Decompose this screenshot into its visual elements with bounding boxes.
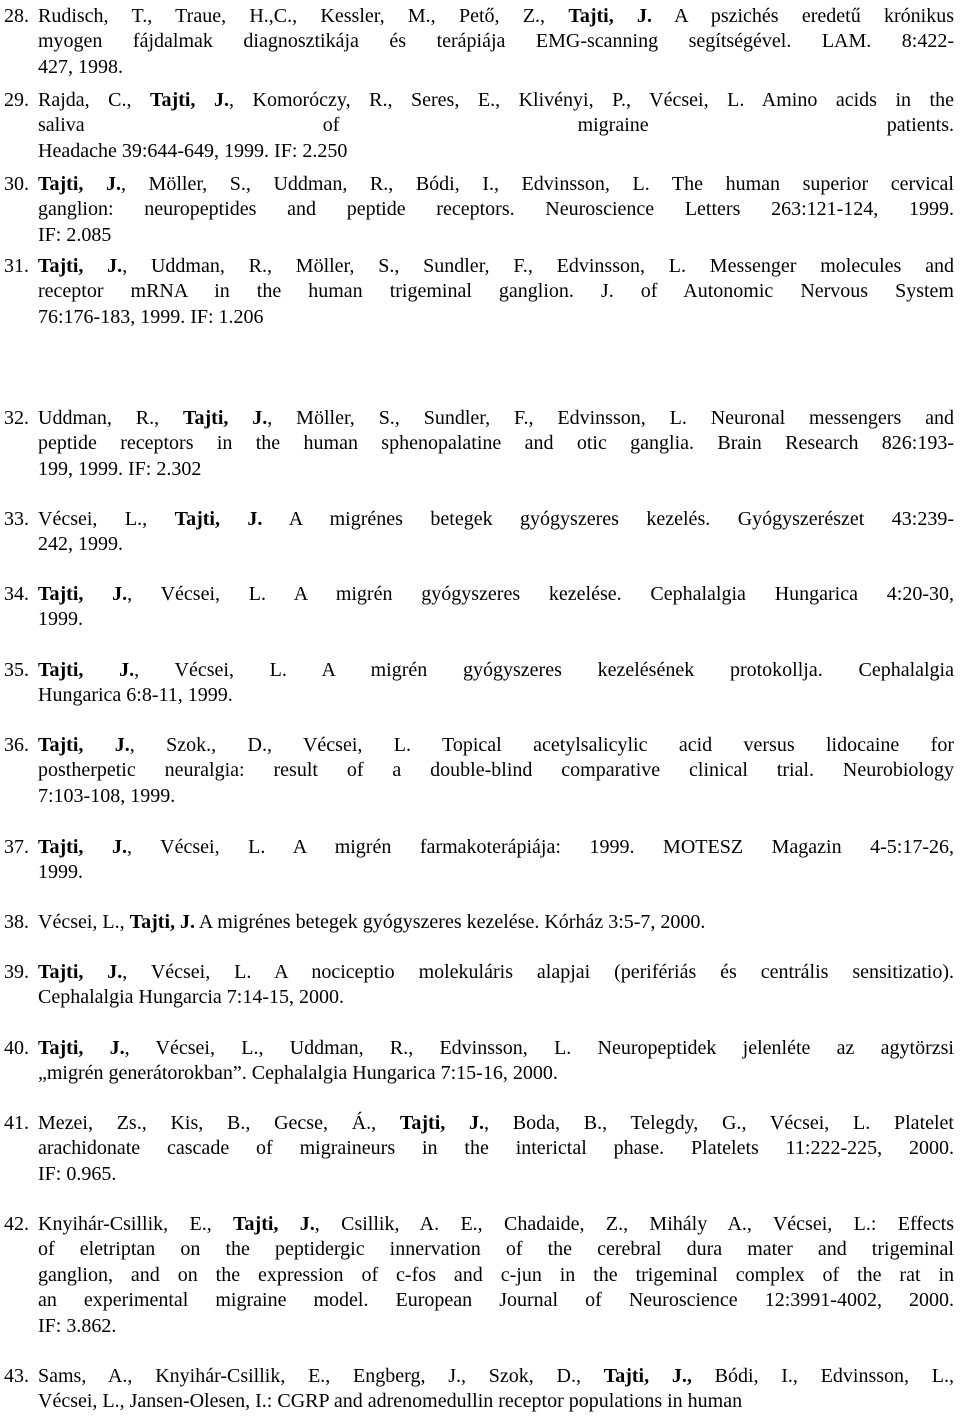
reference-text xyxy=(38,172,954,248)
reference-item xyxy=(4,172,954,248)
reference-line xyxy=(38,1389,954,1414)
reference-text-segment: A migrénes betegek gyógyszeres kezelés. Gyógyszerészet 43:239- xyxy=(262,508,954,530)
author-highlight: Tajti, J. xyxy=(129,911,196,933)
reference-text-segment: arachidonate cascade of migraineurs in the interictal phase. Platelets 11:222-225, 2000. xyxy=(38,1137,954,1160)
reference-line xyxy=(38,279,954,304)
reference-line xyxy=(38,197,954,222)
reference-number: 33. xyxy=(4,508,29,530)
reference-text xyxy=(38,835,954,886)
reference-item xyxy=(4,582,954,633)
reference-line xyxy=(38,582,954,607)
reference-text xyxy=(38,582,954,633)
reference-text-segment: , Vécsei, L. A migrén gyógyszeres kezelése. Cephalalgia Hungarica 4:20-30, xyxy=(127,583,954,605)
reference-text-segment: 1999. xyxy=(38,608,83,631)
reference-line xyxy=(38,1212,954,1237)
reference-text xyxy=(38,4,954,80)
reference-line xyxy=(38,658,954,683)
reference-line xyxy=(38,113,954,138)
reference-line xyxy=(38,532,954,557)
reference-line xyxy=(38,431,954,456)
reference-text xyxy=(38,254,954,330)
reference-line xyxy=(38,758,954,783)
reference-text-segment: Sams, A., Knyihár-Csillik, E., Engberg, J., Szok, D., xyxy=(38,1365,604,1387)
reference-number: 34. xyxy=(4,583,29,605)
reference-line xyxy=(38,1314,954,1339)
reference-text-segment: , Csillik, A. E., Chadaide, Z., Mihály A., Vécsei, L.: Effects xyxy=(314,1213,954,1235)
reference-line xyxy=(38,406,954,431)
reference-text-segment: , Boda, B., Telegdy, G., Vécsei, L. Platelet xyxy=(484,1112,954,1134)
reference-line xyxy=(38,1364,954,1389)
reference-text-segment: Vécsei, L., xyxy=(38,911,130,933)
reference-line xyxy=(38,1061,954,1086)
reference-line xyxy=(38,607,954,632)
reference-text xyxy=(38,1364,954,1415)
reference-text-segment: , Uddman, R., Möller, S., Sundler, F., Edvinsson, L. Messenger molecules and xyxy=(122,255,954,277)
reference-text-segment: Mezei, Zs., Kis, B., Gecse, Á., xyxy=(38,1112,400,1134)
reference-text-segment: 7:103-108, 1999. xyxy=(38,784,176,807)
reference-line xyxy=(38,1263,954,1288)
author-highlight: Tajti, J. xyxy=(150,89,229,111)
reference-line xyxy=(38,860,954,885)
reference-text-segment: Headache 39:644-649, 1999. IF: 2.250 xyxy=(38,139,348,162)
reference-text-segment: A pszichés eredetű krónikus xyxy=(652,5,954,27)
reference-number: 39. xyxy=(4,961,29,983)
reference-text xyxy=(38,910,954,935)
reference-text-segment: , Komoróczy, R., Seres, E., Klivényi, P., Vécsei, L. Amino acids in the xyxy=(228,89,954,111)
reference-text-segment: IF: 2.085 xyxy=(38,223,112,246)
reference-number: 43. xyxy=(4,1365,29,1387)
reference-item xyxy=(4,960,954,1011)
reference-text-segment: IF: 0.965. xyxy=(38,1162,117,1185)
reference-text-segment: 427, 1998. xyxy=(38,55,123,78)
reference-text-segment: Cephalalgia Hungarcia 7:14-15, 2000. xyxy=(38,986,345,1009)
author-highlight: Tajti, J. xyxy=(183,407,268,429)
reference-line xyxy=(38,683,954,708)
reference-text-segment: myogen fájdalmak diagnosztikája és terápiája EMG-scanning segítségével. LAM. 8:422- xyxy=(38,30,954,53)
reference-text-segment: Uddman, R., xyxy=(38,407,183,429)
reference-line xyxy=(38,1162,954,1187)
reference-number: 32. xyxy=(4,407,29,429)
reference-text xyxy=(38,1036,954,1087)
reference-number: 36. xyxy=(4,734,29,756)
reference-line xyxy=(38,305,954,330)
reference-line xyxy=(38,960,954,985)
reference-text-segment: postherpetic neuralgia: result of a double-blind comparative clinical trial. Neurobiology xyxy=(38,759,954,782)
reference-text xyxy=(38,406,954,482)
reference-text-segment: Rajda, C., xyxy=(38,89,151,111)
reference-number: 41. xyxy=(4,1112,29,1134)
reference-line xyxy=(38,910,954,935)
author-highlight: Tajti, J. xyxy=(38,659,135,681)
reference-line xyxy=(38,507,954,532)
reference-text-segment: Rudisch, T., Traue, H.,C., Kessler, M., Pető, Z., xyxy=(38,5,569,27)
reference-text-segment: ganglion: neuropeptides and peptide receptors. Neuroscience Letters 263:121-124, 1999. xyxy=(38,198,954,221)
author-highlight: Tajti, J. xyxy=(38,836,127,858)
reference-text-segment: an experimental migraine model. European Journal of Neuroscience 12:3991-4002, 2000. xyxy=(38,1289,954,1312)
reference-text xyxy=(38,1111,954,1187)
reference-item xyxy=(4,658,954,709)
reference-text-segment: peptide receptors in the human sphenopalatine and otic ganglia. Brain Research 826:193- xyxy=(38,432,954,455)
reference-number: 30. xyxy=(4,173,29,195)
reference-line xyxy=(38,223,954,248)
reference-text-segment: Vécsei, L., Jansen-Olesen, I.: CGRP and adrenomedullin receptor populations in human xyxy=(38,1390,743,1413)
reference-text-segment: , Szok., D., Vécsei, L. Topical acetylsalicylic acid versus lidocaine for xyxy=(129,734,954,756)
reference-item xyxy=(4,1036,954,1087)
reference-text-segment: 242, 1999. xyxy=(38,533,123,556)
reference-text-segment: 76:176-183, 1999. IF: 1.206 xyxy=(38,305,264,328)
author-highlight: Tajti, J. xyxy=(38,255,123,277)
reference-text-segment: IF: 3.862. xyxy=(38,1314,117,1337)
reference-item xyxy=(4,1111,954,1187)
reference-text xyxy=(38,88,954,164)
reference-text-segment: Hungarica 6:8-11, 1999. xyxy=(38,684,233,707)
reference-line xyxy=(38,254,954,279)
reference-number: 38. xyxy=(4,911,29,933)
author-highlight: Tajti, J., xyxy=(603,1365,692,1387)
author-highlight: Tajti, J. xyxy=(38,734,130,756)
reference-line xyxy=(38,29,954,54)
reference-line xyxy=(38,835,954,860)
reference-text-segment: of eletriptan on the peptidergic innervation of the cerebral dura mater and trigeminal xyxy=(38,1238,954,1261)
author-highlight: Tajti, J. xyxy=(174,508,263,530)
reference-text-segment: Vécsei, L., xyxy=(38,508,175,530)
reference-number: 35. xyxy=(4,659,29,681)
reference-line xyxy=(38,1288,954,1313)
reference-text-segment: , Vécsei, L., Uddman, R., Edvinsson, L. Neuropeptidek jelenléte az agytörzsi xyxy=(124,1037,954,1059)
reference-item xyxy=(4,507,954,558)
author-highlight: Tajti, J. xyxy=(399,1112,485,1134)
reference-text-segment: „migrén generátorokban”. Cephalalgia Hungarica 7:15-16, 2000. xyxy=(38,1062,558,1085)
reference-number: 31. xyxy=(4,255,29,277)
reference-item xyxy=(4,88,954,164)
author-highlight: Tajti, J. xyxy=(38,583,128,605)
reference-text xyxy=(38,960,954,1011)
reference-line xyxy=(38,1237,954,1262)
reference-line xyxy=(38,784,954,809)
reference-text-segment: saliva of migraine patients. xyxy=(38,114,954,137)
author-highlight: Tajti, J. xyxy=(38,961,123,983)
reference-number: 28. xyxy=(4,5,29,27)
reference-line xyxy=(38,172,954,197)
reference-text xyxy=(38,1212,954,1339)
reference-text-segment: receptor mRNA in the human trigeminal ganglion. J. of Autonomic Nervous System xyxy=(38,280,954,303)
reference-line xyxy=(38,1136,954,1161)
reference-item xyxy=(4,4,954,80)
reference-text xyxy=(38,658,954,709)
reference-line xyxy=(38,139,954,164)
reference-line xyxy=(38,1111,954,1136)
reference-number: 29. xyxy=(4,89,29,111)
reference-text xyxy=(38,507,954,558)
author-highlight: Tajti, J. xyxy=(38,1037,125,1059)
reference-text-segment: Knyihár-Csillik, E., xyxy=(38,1213,234,1235)
reference-line xyxy=(38,457,954,482)
reference-line xyxy=(38,55,954,80)
reference-text-segment: 1999. xyxy=(38,861,83,884)
reference-text-segment: , Vécsei, L. A migrén gyógyszeres kezelésének protokollja. Cephalalgia xyxy=(134,659,954,681)
reference-text-segment: , Vécsei, L. A migrén farmakoterápiája: 1999. MOTESZ Magazin 4-5:17-26, xyxy=(126,836,955,858)
author-highlight: Tajti, J. xyxy=(38,173,121,195)
reference-item xyxy=(4,733,954,809)
reference-text-segment: ganglion, and on the expression of c-fos and c-jun in the trigeminal complex of the rat in xyxy=(38,1263,954,1286)
author-highlight: Tajti, J. xyxy=(568,5,652,27)
reference-line xyxy=(38,1036,954,1061)
reference-item xyxy=(4,254,954,330)
reference-text-segment: , Möller, S., Sundler, F., Edvinsson, L. Neuronal messengers and xyxy=(267,407,954,429)
reference-number: 40. xyxy=(4,1037,29,1059)
author-highlight: Tajti, J. xyxy=(233,1213,315,1235)
reference-text-segment: 199, 1999. IF: 2.302 xyxy=(38,457,202,480)
reference-number: 37. xyxy=(4,836,29,858)
reference-item xyxy=(4,406,954,482)
reference-text-segment: Bódi, I., Edvinsson, L., xyxy=(691,1365,954,1387)
reference-item xyxy=(4,1364,954,1415)
reference-text-segment: , Möller, S., Uddman, R., Bódi, I., Edvinsson, L. The human superior cervical xyxy=(120,173,954,195)
reference-line xyxy=(38,733,954,758)
reference-text-segment: A migrénes betegek gyógyszeres kezelése. Kórház 3:5-7, 2000. xyxy=(195,911,706,933)
reference-number: 42. xyxy=(4,1213,29,1235)
reference-item xyxy=(4,910,954,935)
reference-line xyxy=(38,985,954,1010)
reference-line xyxy=(38,4,954,29)
reference-text-segment: , Vécsei, L. A nociceptio molekuláris alapjai (perifériás és centrális sensitizatio). xyxy=(122,961,954,983)
reference-text xyxy=(38,733,954,809)
reference-item xyxy=(4,835,954,886)
reference-item xyxy=(4,1212,954,1339)
reference-line xyxy=(38,88,954,113)
